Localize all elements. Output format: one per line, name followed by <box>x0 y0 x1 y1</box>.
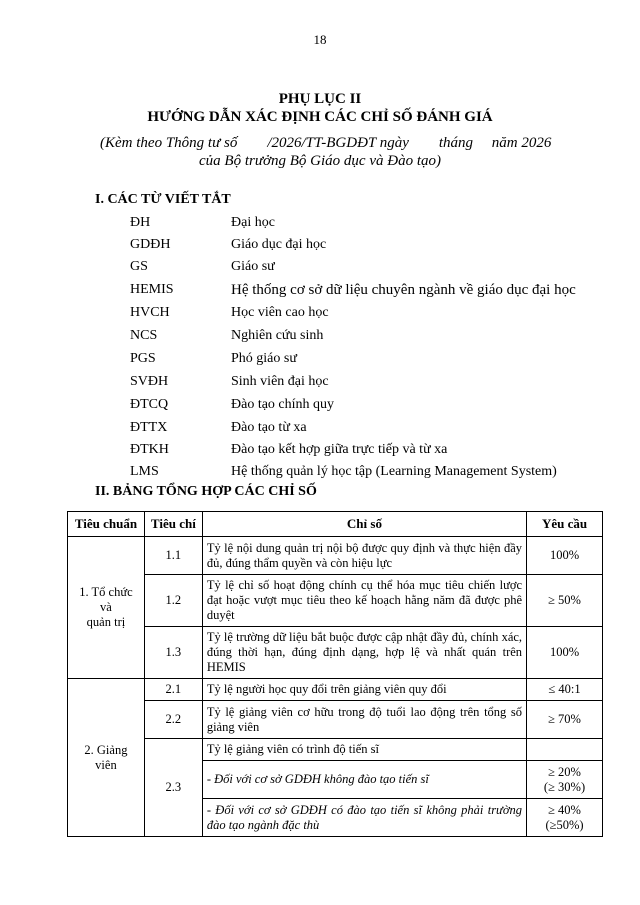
abbr-value: Đào tạo kết hợp giữa trực tiếp và từ xa <box>231 442 448 457</box>
requirement-value: (≥50%) <box>545 817 584 832</box>
abbr-value: Đào tạo từ xa <box>231 420 307 435</box>
abbr-key: GS <box>130 259 148 274</box>
abbr-value: Hệ thống cơ sở dữ liệu chuyên ngành về giáo dục đại học <box>231 282 576 298</box>
abbr-value: Giáo dục đại học <box>231 237 327 252</box>
abbr-value: Hệ thống quản lý học tập (Learning Management System) <box>231 464 557 479</box>
appendix-subtitle: HƯỚNG DẪN XÁC ĐỊNH CÁC CHỈ SỐ ĐÁNH GIÁ <box>147 109 493 125</box>
criterion-cell: 1.1 <box>144 537 202 575</box>
indicator-cell: Tỷ lệ giảng viên có trình độ tiến sĩ <box>202 739 526 761</box>
table-row <box>68 739 603 761</box>
standard-cell <box>68 679 145 837</box>
abbr-key: ĐTTX <box>130 420 168 435</box>
indicator-cell: - Đối với cơ sở GDĐH có đào tạo tiến sĩ không phải trường đào tạo ngành đặc thù <box>202 799 526 837</box>
requirement-cell <box>527 799 603 837</box>
appendix-reference-line2: của Bộ trưởng Bộ Giáo dục và Đào tạo) <box>199 153 441 169</box>
criterion-cell: 1.3 <box>144 627 202 679</box>
criterion-cell: 1.2 <box>144 575 202 627</box>
abbr-value: Học viên cao học <box>231 305 329 320</box>
abbr-value: Đại học <box>231 215 275 230</box>
table-row <box>68 679 603 701</box>
abbr-key: ĐH <box>130 215 151 230</box>
requirement-value: (≥ 30%) <box>543 779 586 794</box>
abbr-key: ĐTCQ <box>130 397 169 412</box>
indicator-cell: Tỷ lệ trường dữ liệu bắt buộc được cập nhật đầy đủ, chính xác, đúng thời hạn, đúng định dạng, hợp lệ và nhất quán trên HEMIS <box>202 627 526 679</box>
requirement-value: ≥ 40% <box>548 802 581 817</box>
requirement-cell: 100% <box>527 537 603 575</box>
table-header-row <box>68 512 603 537</box>
abbr-key: PGS <box>130 351 156 366</box>
standard-label: viên <box>95 757 117 772</box>
abbr-value: Giáo sư <box>231 259 275 274</box>
standard-cell <box>68 537 145 679</box>
appendix-title: PHỤ LỤC II <box>278 91 362 107</box>
section-abbreviations-title: I. CÁC TỪ VIẾT TẮT <box>95 192 231 207</box>
table-row <box>68 701 603 739</box>
standard-label: 2. Giảng <box>84 742 128 757</box>
indicator-cell: Tỷ lệ chỉ số hoạt động chính cụ thể hóa mục tiêu chiến lược đạt hoặc vượt mục tiêu theo kế hoạch hằng năm đã được phê duyệt <box>202 575 526 627</box>
standard-label: 1. Tổ chức <box>79 585 133 599</box>
header-requirement: Yêu cầu <box>527 512 603 537</box>
requirement-value: ≥ 20% <box>548 764 581 779</box>
abbr-key: NCS <box>130 328 158 343</box>
standard-label: và <box>100 600 112 614</box>
abbr-key: SVĐH <box>130 374 169 389</box>
standard-label: quản trị <box>86 615 126 629</box>
header-standard: Tiêu chuẩn <box>68 512 145 537</box>
indicator-cell: - Đối với cơ sở GDĐH không đào tạo tiến sĩ <box>202 761 526 799</box>
abbr-key: LMS <box>130 464 159 479</box>
requirement-cell: ≤ 40:1 <box>527 679 603 701</box>
abbr-key: HEMIS <box>130 282 174 297</box>
indicator-cell: Tỷ lệ nội dung quản trị nội bộ được quy định và thực hiện đầy đủ, đúng thẩm quyền và còn hiệu lực <box>202 537 526 575</box>
table-row <box>68 627 603 679</box>
indicator-table <box>67 511 603 837</box>
appendix-reference-line1: (Kèm theo Thông tư số /2026/TT-BGDĐT ngày tháng năm 2026 <box>100 135 552 151</box>
header-indicator: Chỉ số <box>202 512 526 537</box>
requirement-cell <box>527 739 603 761</box>
abbr-key: HVCH <box>130 305 170 320</box>
indicator-cell: Tỷ lệ người học quy đổi trên giảng viên quy đổi <box>202 679 526 701</box>
criterion-cell: 2.1 <box>144 679 202 701</box>
page-number: 18 <box>313 32 327 47</box>
header-criterion: Tiêu chí <box>144 512 202 537</box>
requirement-cell: ≥ 50% <box>527 575 603 627</box>
abbr-value: Đào tạo chính quy <box>231 397 335 412</box>
table-row <box>68 575 603 627</box>
requirement-cell <box>527 761 603 799</box>
abbr-key: GDĐH <box>130 237 171 252</box>
criterion-cell: 2.3 <box>144 739 202 837</box>
abbr-value: Phó giáo sư <box>231 351 297 366</box>
abbr-value: Sinh viên đại học <box>231 374 329 389</box>
criterion-cell: 2.2 <box>144 701 202 739</box>
section-summary-title: II. BẢNG TỔNG HỢP CÁC CHỈ SỐ <box>95 484 317 499</box>
table-row <box>68 537 603 575</box>
abbr-value: Nghiên cứu sinh <box>231 328 324 343</box>
indicator-cell: Tỷ lệ giảng viên cơ hữu trong độ tuổi lao động trên tổng số giảng viên <box>202 701 526 739</box>
requirement-cell: ≥ 70% <box>527 701 603 739</box>
abbr-key: ĐTKH <box>130 442 169 457</box>
requirement-cell: 100% <box>527 627 603 679</box>
